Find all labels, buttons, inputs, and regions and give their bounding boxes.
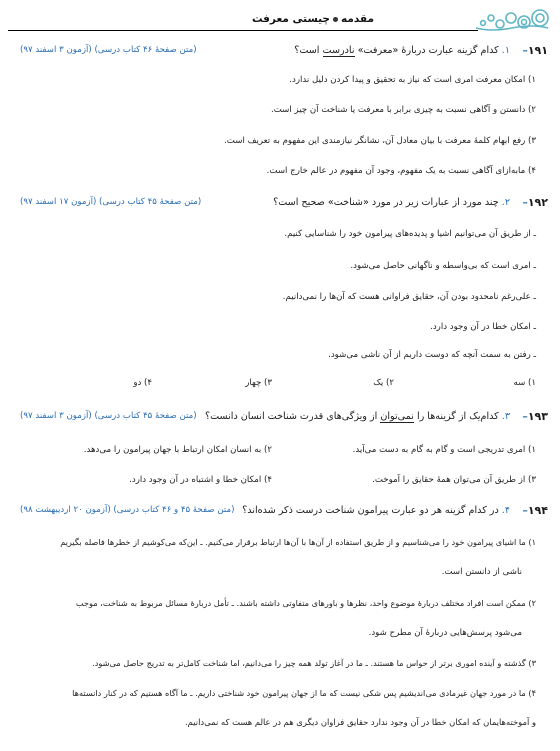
question-191: [12, 44, 548, 60]
choice-1[interactable]: ۱) سه: [513, 378, 536, 388]
question-stem: ۴. در کدام گزینه هر دو عبارت پیرامون شناخت درست ذکر شده‌اند؟: [242, 505, 510, 516]
choice-3[interactable]: ۳) چهار: [245, 378, 272, 388]
option-3-line[interactable]: ۳) گذشته و آینده اموری برتر از حواس ما هستند. ـ ما در آغاز تولد همه چیز را می‌دانیم، اما شناخت کامل‌تر به تدریج حاصل می‌شود.: [92, 658, 536, 668]
option-3[interactable]: ۳) از طریق آن می‌توان همهٔ حقایق را آموخت.: [372, 475, 536, 485]
swirl-ornament-icon: [472, 6, 552, 34]
question-192: [12, 196, 548, 212]
option-4-line-2[interactable]: و آموخته‌هایمان که امکان خطا در آن وجود ندارد حقایق فراوان دیگری هم در عالم هست که نمی‌دانیم.: [185, 717, 536, 727]
option-1[interactable]: ۱) امری تدریجی است و گام به گام به دست می‌آید.: [352, 445, 536, 455]
question-stem: ۲. چند مورد از عبارات زیر در مورد «شناخت» صحیح است؟: [273, 197, 510, 208]
question-source: (متن صفحهٔ ۴۵ کتاب درسی) (آزمون ۱۷ اسفند ۹۷): [20, 197, 202, 207]
option-2-line-2[interactable]: می‌شود پرسش‌هایی دربارهٔ آن مطرح شود.: [368, 628, 522, 638]
option-3[interactable]: ۳) رفع ابهام کلمهٔ معرفت با بیان معادل آن، نشانگر نیازمندی این مفهوم به تعریف است.: [224, 136, 536, 146]
statement-1: ـ از طریق آن می‌توانیم اشیا و پدیده‌های پیرامون خود را شناسایی کنیم.: [284, 229, 536, 239]
question-194: [12, 504, 548, 520]
option-4-line-1[interactable]: ۴) ما در مورد جهان غیرمادی می‌اندیشیم پس شکی نیست که ما از جهان پیرامون خود شناختی داریم. ـ ما آگاه هستیم که در کنار دانسته‌ها: [72, 688, 536, 698]
question-source: (متن صفحهٔ ۴۶ کتاب درسی) (آزمون ۳ اسفند ۹۷): [20, 45, 197, 55]
statement-5: ـ رفتن به سمت آنچه که دوست داریم از آن ناشی می‌شود.: [328, 350, 536, 360]
choice-4[interactable]: ۴) دو: [133, 378, 152, 388]
statement-4: ـ امکان خطا در آن وجود دارد.: [430, 322, 536, 332]
question-number: ۱۹۲–: [522, 196, 548, 209]
chapter-title-part1: مقدمه: [341, 13, 374, 25]
option-4[interactable]: ۴) امکان خطا و اشتباه در آن وجود دارد.: [129, 475, 272, 485]
option-1-line-2[interactable]: ناشی از دانستن است.: [441, 567, 522, 577]
option-2[interactable]: ۲) دانستن و آگاهی نسبت به چیزی برابر با معرفت یا شناخت آن چیز است.: [270, 105, 536, 115]
header-rule: [8, 30, 478, 31]
question-stem: ۱. کدام گزینه عبارت دربارهٔ «معرفت» نادرست است؟: [294, 45, 510, 56]
statement-2: ـ امری است که بی‌واسطه و ناگهانی حاصل می‌شود.: [350, 261, 536, 271]
page-header: [8, 6, 552, 34]
statement-3: ـ علی‌رغم نامحدود بودن آن، حقایق فراوانی هست که آن‌ها را نمی‌دانیم.: [282, 292, 536, 302]
question-number: ۱۹۴–: [522, 504, 548, 517]
option-1-line-1[interactable]: ۱) ما اشیای پیرامون خود را می‌شناسیم و از طریق استفاده از آن‌ها با آن‌ها ارتباط برقرار می‌کنیم. ـ این‌که می‌کوشیم از خطرها فاصله بگیریم: [60, 537, 536, 547]
question-number: ۱۹۱–: [522, 44, 548, 57]
question-number: ۱۹۳–: [522, 410, 548, 423]
chapter-title: [252, 13, 374, 25]
title-separator-dot-icon: [333, 17, 338, 22]
option-1[interactable]: ۱) امکان معرفت امری است که نیاز به تحقیق و پیدا کردن دلیل ندارد.: [289, 75, 536, 85]
question-source: (متن صفحهٔ ۴۵ و ۴۶ کتاب درسی) (آزمون ۲۰ اردیبهشت ۹۸): [20, 505, 235, 515]
question-source: (متن صفحهٔ ۴۵ کتاب درسی) (آزمون ۳ اسفند ۹۷): [20, 411, 197, 421]
option-4[interactable]: ۴) مابه‌ازای آگاهی نسبت به یک مفهوم، وجود آن مفهوم در عالم خارج است.: [266, 166, 536, 176]
option-2[interactable]: ۲) به انسان امکان ارتباط با جهان پیرامون را می‌دهد.: [83, 445, 272, 455]
chapter-title-part2: چیستی معرفت: [251, 13, 330, 25]
question-stem: ۳. کدام‌یک از گزینه‌ها را نمی‌توان از ویژگی‌های قدرت شناخت انسان دانست؟: [205, 411, 510, 422]
question-193: [12, 410, 548, 426]
option-2-line-1[interactable]: ۲) ممکن است افراد مختلف دربارهٔ موضوع واحد، نظرها و باورهای متفاوتی داشته باشند. ـ تأمل دربارهٔ مسائل مربوط به شناخت، موجب: [75, 598, 536, 608]
choice-2[interactable]: ۲) یک: [373, 378, 394, 388]
